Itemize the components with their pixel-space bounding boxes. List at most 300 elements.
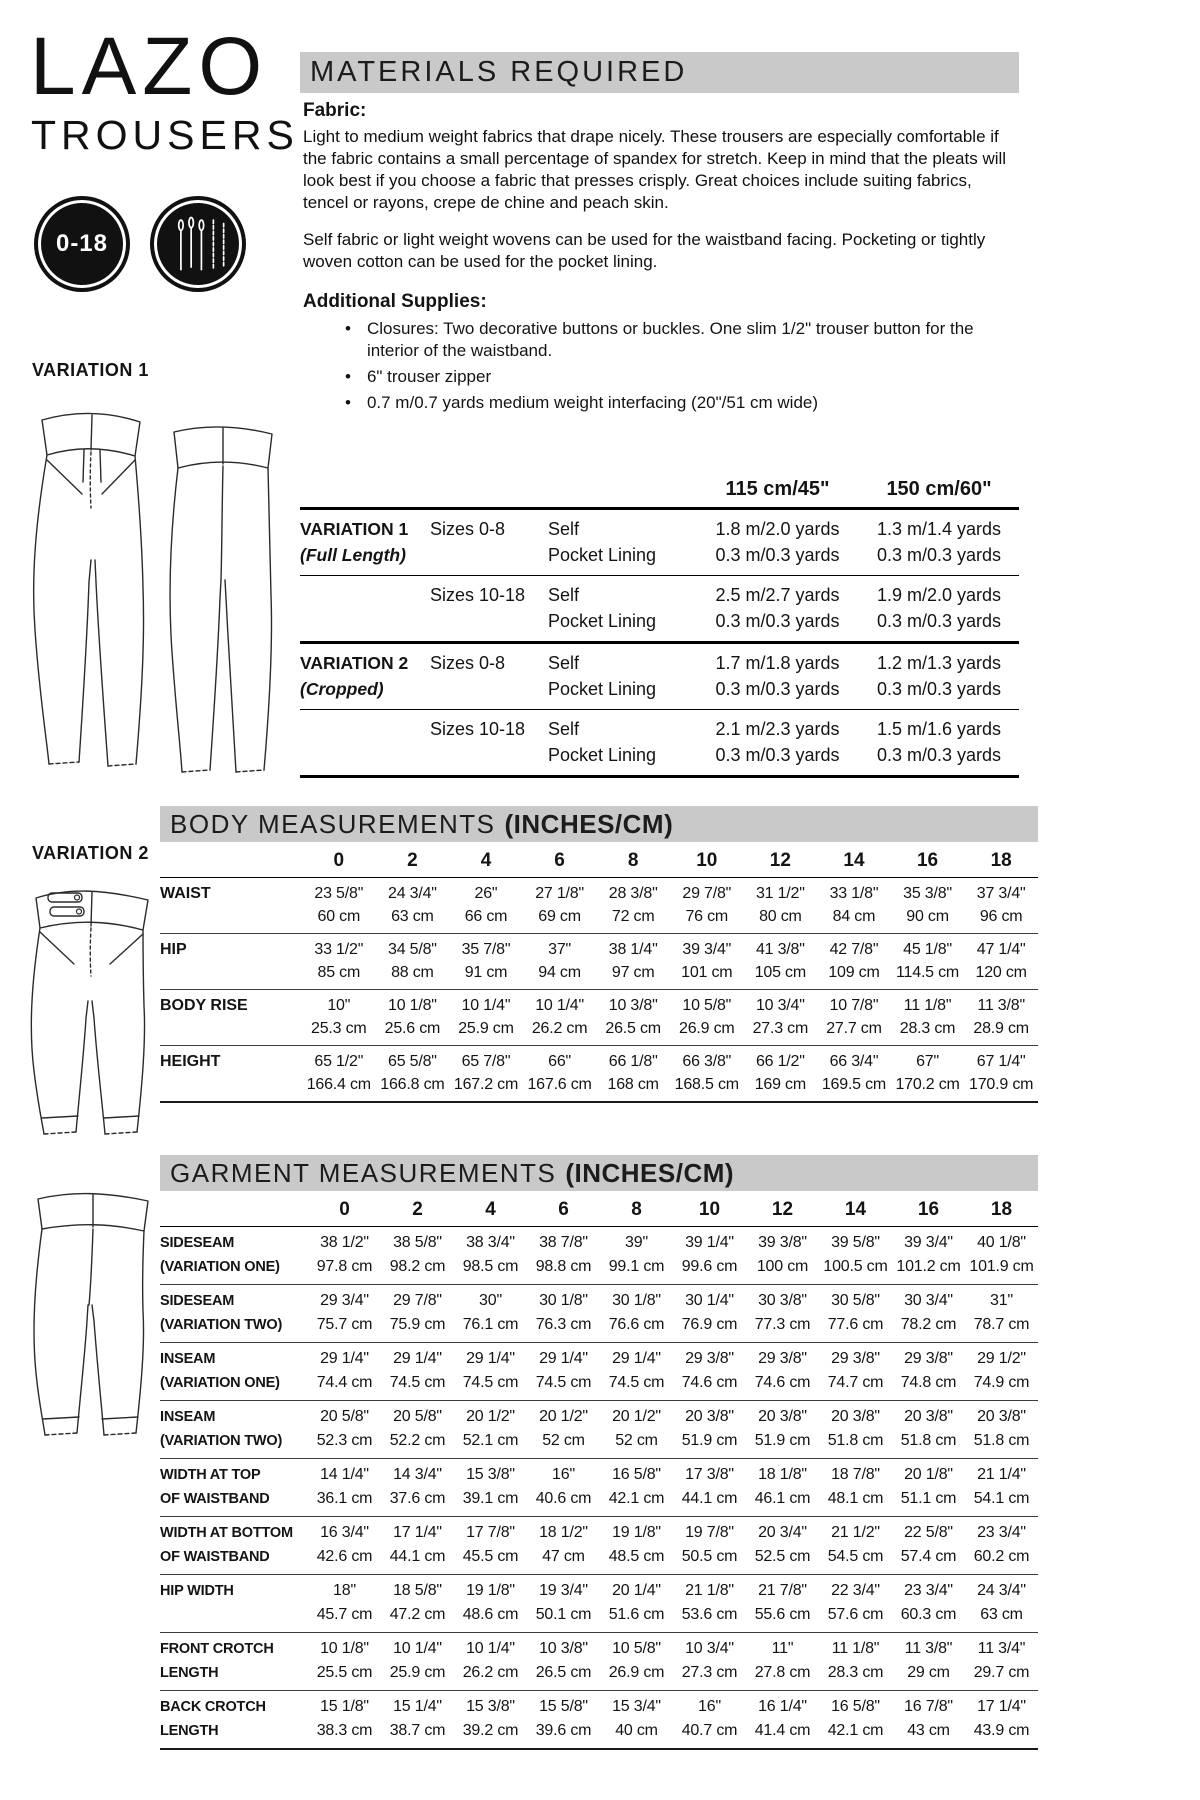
yardage-item-cell bbox=[548, 650, 696, 702]
inches-value: 21 1/8" bbox=[685, 1582, 734, 1599]
inches-value: 11 3/8" bbox=[977, 997, 1025, 1014]
additional-supplies-heading: Additional Supplies: bbox=[303, 291, 487, 312]
measurement-cell bbox=[819, 1579, 892, 1627]
yardage-150-line: 0.3 m/0.3 yards bbox=[876, 611, 1002, 631]
measurement-cell bbox=[965, 1695, 1038, 1743]
cm-value: 54.5 cm bbox=[827, 1548, 884, 1565]
measurement-cell bbox=[600, 1463, 673, 1511]
cm-value: 72 cm bbox=[611, 908, 655, 925]
cm-value: 36.1 cm bbox=[316, 1490, 373, 1507]
measurement-label-line: HIP bbox=[160, 941, 187, 958]
inches-value: 30 3/8" bbox=[758, 1292, 807, 1309]
materials-required-header: MATERIALS REQUIRED bbox=[300, 52, 1019, 93]
cm-value: 60.3 cm bbox=[900, 1606, 957, 1623]
yardage-115-line: 0.3 m/0.3 yards bbox=[715, 545, 840, 565]
measurement-cell bbox=[308, 1405, 381, 1453]
yardage-150-cell bbox=[859, 516, 1019, 568]
measurement-cell bbox=[523, 1050, 597, 1096]
measurement-cell bbox=[381, 1463, 454, 1511]
measurement-cell bbox=[381, 1289, 454, 1337]
inches-value: 39 3/8" bbox=[758, 1234, 807, 1251]
cm-value: 85 cm bbox=[317, 964, 361, 981]
measurement-cell bbox=[964, 1050, 1038, 1096]
measurement-cell bbox=[819, 1405, 892, 1453]
size-header-spacer bbox=[160, 850, 302, 872]
yardage-115-line: 2.1 m/2.3 yards bbox=[715, 719, 840, 739]
cm-value: 74.6 cm bbox=[681, 1374, 738, 1391]
measurement-cell bbox=[891, 882, 965, 928]
measurement-cell bbox=[381, 1231, 454, 1279]
yardage-150-line: 1.3 m/1.4 yards bbox=[876, 519, 1002, 539]
inches-value: 10 1/8" bbox=[320, 1640, 369, 1657]
cm-value: 51.9 cm bbox=[681, 1432, 738, 1449]
measurement-cell bbox=[449, 994, 523, 1040]
size-header-cell: 10 bbox=[698, 1199, 721, 1220]
measurement-row bbox=[160, 1046, 1038, 1103]
measurement-cell bbox=[819, 1521, 892, 1569]
cm-value: 43.9 cm bbox=[973, 1722, 1030, 1739]
cm-value: 42.6 cm bbox=[316, 1548, 373, 1565]
measurement-cell bbox=[746, 1637, 819, 1685]
inches-value: 20 1/4" bbox=[612, 1582, 661, 1599]
measurement-cell bbox=[527, 1289, 600, 1337]
measurement-label-line: (VARIATION TWO) bbox=[160, 1317, 283, 1333]
inches-value: 16 7/8" bbox=[904, 1698, 953, 1715]
cm-value: 170.2 cm bbox=[895, 1076, 960, 1093]
measurement-cell bbox=[527, 1579, 600, 1627]
measurement-cell bbox=[817, 1050, 891, 1096]
cm-value: 55.6 cm bbox=[754, 1606, 811, 1623]
inches-value: 22 3/4" bbox=[831, 1582, 880, 1599]
cm-value: 76.9 cm bbox=[681, 1316, 738, 1333]
garment-measurements-table bbox=[160, 1155, 1038, 1750]
inches-value: 67" bbox=[916, 1053, 939, 1070]
cm-value: 96 cm bbox=[979, 908, 1023, 925]
yardage-header-spacer bbox=[430, 478, 548, 501]
size-header-cell: 8 bbox=[627, 850, 639, 871]
measurement-cell bbox=[892, 1695, 965, 1743]
measurement-cell bbox=[376, 938, 450, 984]
inches-value: 28 3/8" bbox=[608, 885, 658, 902]
brand-title: LAZO bbox=[30, 21, 269, 112]
measurement-cell bbox=[600, 1695, 673, 1743]
cm-value: 74.5 cm bbox=[608, 1374, 665, 1391]
cm-value: 53.6 cm bbox=[681, 1606, 738, 1623]
body-header-text: BODY MEASUREMENTS bbox=[170, 808, 496, 839]
measurement-cell bbox=[965, 1579, 1038, 1627]
measurement-row bbox=[160, 990, 1038, 1046]
measurement-label-line: BODY RISE bbox=[160, 997, 248, 1014]
size-header-cell: 6 bbox=[554, 850, 565, 871]
cm-value: 98.5 cm bbox=[462, 1258, 519, 1275]
measurement-cell bbox=[308, 1637, 381, 1685]
garment-header-units: (INCHES/CM) bbox=[565, 1157, 735, 1188]
yardage-115-cell bbox=[696, 650, 859, 702]
cm-value: 88 cm bbox=[391, 964, 434, 981]
inches-value: 15 3/8" bbox=[466, 1698, 515, 1715]
inches-value: 20 3/8" bbox=[904, 1408, 953, 1425]
inches-value: 39 3/4" bbox=[904, 1234, 953, 1251]
yardage-150-cell bbox=[859, 716, 1019, 768]
measurement-cell bbox=[381, 1579, 454, 1627]
cm-value: 45.5 cm bbox=[462, 1548, 519, 1565]
cm-value: 25.9 cm bbox=[389, 1664, 446, 1681]
cm-value: 94 cm bbox=[538, 964, 581, 981]
inches-value: 20 3/8" bbox=[831, 1408, 880, 1425]
cm-value: 74.4 cm bbox=[316, 1374, 373, 1391]
measurement-label bbox=[160, 1231, 308, 1279]
cm-value: 76.3 cm bbox=[535, 1316, 592, 1333]
inches-value: 16" bbox=[552, 1466, 575, 1483]
inches-value: 22 5/8" bbox=[904, 1524, 953, 1541]
inches-value: 10 3/8" bbox=[608, 997, 658, 1014]
inches-value: 15 1/8" bbox=[320, 1698, 369, 1715]
inches-value: 11 1/8" bbox=[831, 1640, 880, 1657]
size-header-cell: 6 bbox=[558, 1199, 569, 1220]
measurement-label bbox=[160, 1637, 308, 1685]
cm-value: 29.7 cm bbox=[973, 1664, 1030, 1681]
measurement-cell bbox=[454, 1405, 527, 1453]
inches-value: 29 1/4" bbox=[466, 1350, 515, 1367]
inches-value: 11 3/8" bbox=[904, 1640, 953, 1657]
measurement-cell bbox=[454, 1289, 527, 1337]
cm-value: 51.9 cm bbox=[754, 1432, 811, 1449]
measurement-cell bbox=[673, 1347, 746, 1395]
measurement-cell bbox=[454, 1695, 527, 1743]
cm-value: 74.5 cm bbox=[535, 1374, 592, 1391]
yardage-115-cell bbox=[696, 582, 859, 634]
inches-value: 29 3/8" bbox=[831, 1350, 880, 1367]
cm-value: 101.2 cm bbox=[896, 1258, 961, 1275]
inches-value: 66 1/2" bbox=[755, 1053, 805, 1070]
measurement-cell bbox=[744, 882, 818, 928]
measurement-cell bbox=[523, 938, 597, 984]
yardage-header-spacer bbox=[300, 478, 430, 501]
measurement-label bbox=[160, 1405, 308, 1453]
measurement-cell bbox=[596, 882, 670, 928]
cm-value: 66 cm bbox=[464, 908, 508, 925]
cm-value: 98.8 cm bbox=[535, 1258, 592, 1275]
yardage-row bbox=[300, 709, 1019, 775]
inches-value: 31" bbox=[990, 1292, 1013, 1309]
supply-item bbox=[303, 392, 1019, 414]
inches-value: 26" bbox=[474, 885, 498, 902]
measurement-cell bbox=[819, 1231, 892, 1279]
brand-subtitle: TROUSERS bbox=[31, 112, 299, 158]
cm-value: 25.3 cm bbox=[311, 1020, 367, 1037]
measurement-cell bbox=[892, 1521, 965, 1569]
measurement-cell bbox=[381, 1637, 454, 1685]
inches-value: 30 1/8" bbox=[612, 1292, 661, 1309]
measurement-cell bbox=[454, 1637, 527, 1685]
measurement-cell bbox=[746, 1579, 819, 1627]
inches-value: 18" bbox=[333, 1582, 356, 1599]
inches-value: 42 7/8" bbox=[829, 941, 879, 958]
inches-value: 10 7/8" bbox=[829, 997, 879, 1014]
measurement-cell bbox=[673, 1579, 746, 1627]
inches-value: 47 1/4" bbox=[976, 941, 1026, 958]
inches-value: 10 5/8" bbox=[612, 1640, 661, 1657]
inches-value: 65 5/8" bbox=[388, 1053, 437, 1070]
cm-value: 74.8 cm bbox=[900, 1374, 957, 1391]
variation-name: VARIATION 1 bbox=[300, 519, 409, 539]
garment-measurements-header bbox=[160, 1155, 1038, 1191]
cm-value: 91 cm bbox=[464, 964, 508, 981]
inches-value: 30 1/8" bbox=[539, 1292, 588, 1309]
measurement-label bbox=[160, 994, 302, 1040]
garment-measurements-rows bbox=[160, 1199, 1038, 1750]
measurement-cell bbox=[308, 1347, 381, 1395]
size-header-cell: 18 bbox=[990, 1199, 1013, 1220]
yardage-header-row bbox=[300, 478, 1019, 510]
inches-value: 20 1/8" bbox=[904, 1466, 953, 1483]
yardage-variation-cell bbox=[300, 582, 430, 634]
inches-value: 66 3/4" bbox=[829, 1053, 879, 1070]
inches-value: 17 1/4" bbox=[977, 1698, 1026, 1715]
measurement-cell bbox=[600, 1637, 673, 1685]
measurement-row bbox=[160, 1227, 1038, 1285]
measurement-cell bbox=[746, 1463, 819, 1511]
measurement-cell bbox=[449, 882, 523, 928]
cm-value: 25.6 cm bbox=[384, 1020, 441, 1037]
measurement-cell bbox=[673, 1289, 746, 1337]
measurement-cell bbox=[891, 1050, 965, 1096]
yardage-col-150: 150 cm/60" bbox=[886, 478, 992, 500]
cm-value: 75.9 cm bbox=[389, 1316, 446, 1333]
inches-value: 33 1/2" bbox=[314, 941, 364, 958]
measurement-row bbox=[160, 1285, 1038, 1343]
cm-value: 90 cm bbox=[906, 908, 949, 925]
inches-value: 65 1/2" bbox=[314, 1053, 364, 1070]
measurement-cell bbox=[454, 1521, 527, 1569]
cm-value: 101.9 cm bbox=[969, 1258, 1034, 1275]
supply-text: Closures: Two decorative buttons or buckles. One slim 1/2" trouser button for the interior of the waistband. bbox=[366, 319, 974, 360]
cm-value: 100.5 cm bbox=[823, 1258, 888, 1275]
inches-value: 10 5/8" bbox=[682, 997, 732, 1014]
cm-value: 98.2 cm bbox=[389, 1258, 446, 1275]
cm-value: 51.8 cm bbox=[900, 1432, 957, 1449]
measurement-cell bbox=[527, 1231, 600, 1279]
garment-header-text: GARMENT MEASUREMENTS bbox=[170, 1157, 557, 1188]
measurement-row bbox=[160, 1691, 1038, 1750]
measurement-cell bbox=[302, 882, 376, 928]
measurement-cell bbox=[308, 1463, 381, 1511]
yardage-sizes-cell: Sizes 10-18 bbox=[430, 719, 526, 739]
supply-item bbox=[303, 318, 1019, 362]
measurement-row bbox=[160, 878, 1038, 934]
cm-value: 74.5 cm bbox=[462, 1374, 519, 1391]
measurement-cell bbox=[744, 1050, 818, 1096]
cm-value: 63 cm bbox=[980, 1606, 1023, 1623]
cm-value: 48.6 cm bbox=[462, 1606, 519, 1623]
inches-value: 17 3/8" bbox=[685, 1466, 734, 1483]
size-range-text: 0-18 bbox=[55, 230, 109, 257]
cm-value: 76 cm bbox=[685, 908, 729, 925]
measurement-cell bbox=[308, 1579, 381, 1627]
measurement-label-line: WAIST bbox=[160, 885, 211, 902]
inches-value: 66" bbox=[548, 1053, 572, 1070]
measurement-cell bbox=[302, 994, 376, 1040]
inches-value: 15 1/4" bbox=[393, 1698, 442, 1715]
inches-value: 19 7/8" bbox=[685, 1524, 734, 1541]
cm-value: 50.5 cm bbox=[681, 1548, 738, 1565]
inches-value: 10 3/4" bbox=[685, 1640, 734, 1657]
measurement-label-line: HEIGHT bbox=[160, 1053, 221, 1070]
bullet-icon: • bbox=[345, 319, 351, 338]
variation1-trousers-drawing bbox=[22, 390, 292, 790]
yardage-item-line: Self bbox=[548, 653, 580, 673]
measurement-cell bbox=[596, 1050, 670, 1096]
measurement-cell bbox=[527, 1521, 600, 1569]
yardage-row bbox=[300, 575, 1019, 641]
inches-value: 29 7/8" bbox=[682, 885, 732, 902]
inches-value: 10" bbox=[327, 997, 351, 1014]
inches-value: 19 3/4" bbox=[539, 1582, 588, 1599]
inches-value: 20 3/8" bbox=[685, 1408, 734, 1425]
measurement-cell bbox=[892, 1347, 965, 1395]
inches-value: 45 1/8" bbox=[903, 941, 952, 958]
measurement-cell bbox=[670, 994, 744, 1040]
measurement-cell bbox=[600, 1347, 673, 1395]
yardage-115-line: 2.5 m/2.7 yards bbox=[715, 585, 840, 605]
measurement-cell bbox=[449, 1050, 523, 1096]
size-header-cell: 14 bbox=[844, 1199, 867, 1220]
inches-value: 10 3/4" bbox=[755, 997, 805, 1014]
yardage-item-line: Self bbox=[548, 719, 580, 739]
measurement-label bbox=[160, 938, 302, 984]
inches-value: 20 5/8" bbox=[393, 1408, 442, 1425]
inches-value: 23 3/4" bbox=[977, 1524, 1026, 1541]
bullet-icon: • bbox=[345, 367, 351, 386]
cm-value: 168 cm bbox=[607, 1076, 659, 1093]
measurement-label-line: INSEAM bbox=[160, 1409, 216, 1425]
yardage-150-line: 0.3 m/0.3 yards bbox=[876, 545, 1002, 565]
yardage-115-cell bbox=[696, 516, 859, 568]
measurement-row bbox=[160, 1517, 1038, 1575]
measurement-cell bbox=[965, 1637, 1038, 1685]
size-header-cell: 2 bbox=[407, 850, 418, 871]
inches-value: 29 3/8" bbox=[685, 1350, 734, 1367]
measurement-row bbox=[160, 1343, 1038, 1401]
cm-value: 99.6 cm bbox=[681, 1258, 738, 1275]
cm-value: 170.9 cm bbox=[969, 1076, 1034, 1093]
size-header-spacer bbox=[160, 1199, 308, 1221]
inches-value: 15 5/8" bbox=[539, 1698, 588, 1715]
size-header-cell: 14 bbox=[843, 850, 865, 871]
measurement-label-line: WIDTH AT BOTTOM bbox=[160, 1525, 293, 1541]
measurement-cell bbox=[817, 938, 891, 984]
additional-supplies-list bbox=[303, 318, 1019, 418]
inches-value: 10 1/4" bbox=[466, 1640, 515, 1657]
cm-value: 60.2 cm bbox=[973, 1548, 1030, 1565]
cm-value: 42.1 cm bbox=[608, 1490, 665, 1507]
inches-value: 18 1/8" bbox=[758, 1466, 807, 1483]
inches-value: 17 1/4" bbox=[393, 1524, 442, 1541]
yardage-115-line: 0.3 m/0.3 yards bbox=[715, 745, 840, 765]
cm-value: 46.1 cm bbox=[754, 1490, 811, 1507]
inches-value: 10 1/4" bbox=[461, 997, 511, 1014]
inches-value: 29 1/4" bbox=[393, 1350, 442, 1367]
size-header-cell: 4 bbox=[485, 1199, 496, 1220]
body-measurements-rows bbox=[160, 850, 1038, 1103]
measurement-label-line: LENGTH bbox=[160, 1723, 219, 1739]
inches-value: 20 5/8" bbox=[320, 1408, 369, 1425]
inches-value: 15 3/8" bbox=[466, 1466, 515, 1483]
yardage-rows bbox=[300, 510, 1019, 778]
measurement-cell bbox=[673, 1695, 746, 1743]
measurement-cell bbox=[673, 1405, 746, 1453]
cm-value: 38.7 cm bbox=[389, 1722, 446, 1739]
measurement-label bbox=[160, 1695, 308, 1743]
measurement-cell bbox=[673, 1231, 746, 1279]
inches-value: 16 3/4" bbox=[320, 1524, 369, 1541]
cm-value: 27.3 cm bbox=[681, 1664, 738, 1681]
cm-value: 26.5 cm bbox=[605, 1020, 661, 1037]
fabric-heading: Fabric: bbox=[303, 100, 367, 121]
measurement-label bbox=[160, 1579, 308, 1627]
measurement-cell bbox=[673, 1521, 746, 1569]
cm-value: 166.4 cm bbox=[306, 1076, 371, 1093]
inches-value: 10 3/8" bbox=[539, 1640, 588, 1657]
yardage-header-spacer bbox=[548, 478, 696, 501]
inches-value: 16" bbox=[698, 1698, 721, 1715]
body-measurements-header bbox=[160, 806, 1038, 842]
cm-value: 28.9 cm bbox=[973, 1020, 1029, 1037]
measurement-cell bbox=[817, 994, 891, 1040]
inches-value: 24 3/4" bbox=[977, 1582, 1026, 1599]
variation-subname: (Cropped) bbox=[300, 679, 384, 699]
measurement-cell bbox=[596, 994, 670, 1040]
measurement-cell bbox=[308, 1231, 381, 1279]
needles-badge bbox=[150, 196, 246, 292]
yardage-sizes-cell: Sizes 0-8 bbox=[430, 653, 506, 673]
cm-value: 167.2 cm bbox=[453, 1076, 519, 1093]
cm-value: 47 cm bbox=[542, 1548, 585, 1565]
measurement-cell bbox=[964, 938, 1038, 984]
cm-value: 97.8 cm bbox=[316, 1258, 373, 1275]
cm-value: 27.3 cm bbox=[752, 1020, 809, 1037]
cm-value: 39.2 cm bbox=[462, 1722, 519, 1739]
yardage-table bbox=[300, 478, 1019, 778]
cm-value: 51.1 cm bbox=[900, 1490, 957, 1507]
inches-value: 15 3/4" bbox=[612, 1698, 661, 1715]
size-header-row bbox=[160, 1199, 1038, 1227]
measurement-cell bbox=[673, 1463, 746, 1511]
yardage-item-line: Pocket Lining bbox=[548, 679, 657, 699]
cm-value: 114.5 cm bbox=[896, 964, 960, 981]
measurement-row bbox=[160, 1401, 1038, 1459]
inches-value: 31 1/2" bbox=[755, 885, 805, 902]
cm-value: 109 cm bbox=[828, 964, 880, 981]
variation2-back-drawing bbox=[26, 1163, 161, 1453]
measurement-label-line: OF WAISTBAND bbox=[160, 1549, 270, 1565]
measurement-cell bbox=[746, 1289, 819, 1337]
measurement-cell bbox=[892, 1637, 965, 1685]
measurement-label-line: SIDESEAM bbox=[160, 1235, 235, 1251]
cm-value: 28.3 cm bbox=[827, 1664, 884, 1681]
cm-value: 38.3 cm bbox=[316, 1722, 373, 1739]
yardage-150-line: 0.3 m/0.3 yards bbox=[876, 679, 1002, 699]
inches-value: 19 1/8" bbox=[466, 1582, 515, 1599]
inches-value: 41 3/8" bbox=[755, 941, 805, 958]
inches-value: 34 5/8" bbox=[388, 941, 437, 958]
measurement-label-line: BACK CROTCH bbox=[160, 1699, 266, 1715]
measurement-label-line: (VARIATION ONE) bbox=[160, 1259, 280, 1275]
measurement-cell bbox=[596, 938, 670, 984]
cm-value: 78.2 cm bbox=[900, 1316, 957, 1333]
measurement-cell bbox=[381, 1695, 454, 1743]
cm-value: 25.5 cm bbox=[316, 1664, 373, 1681]
